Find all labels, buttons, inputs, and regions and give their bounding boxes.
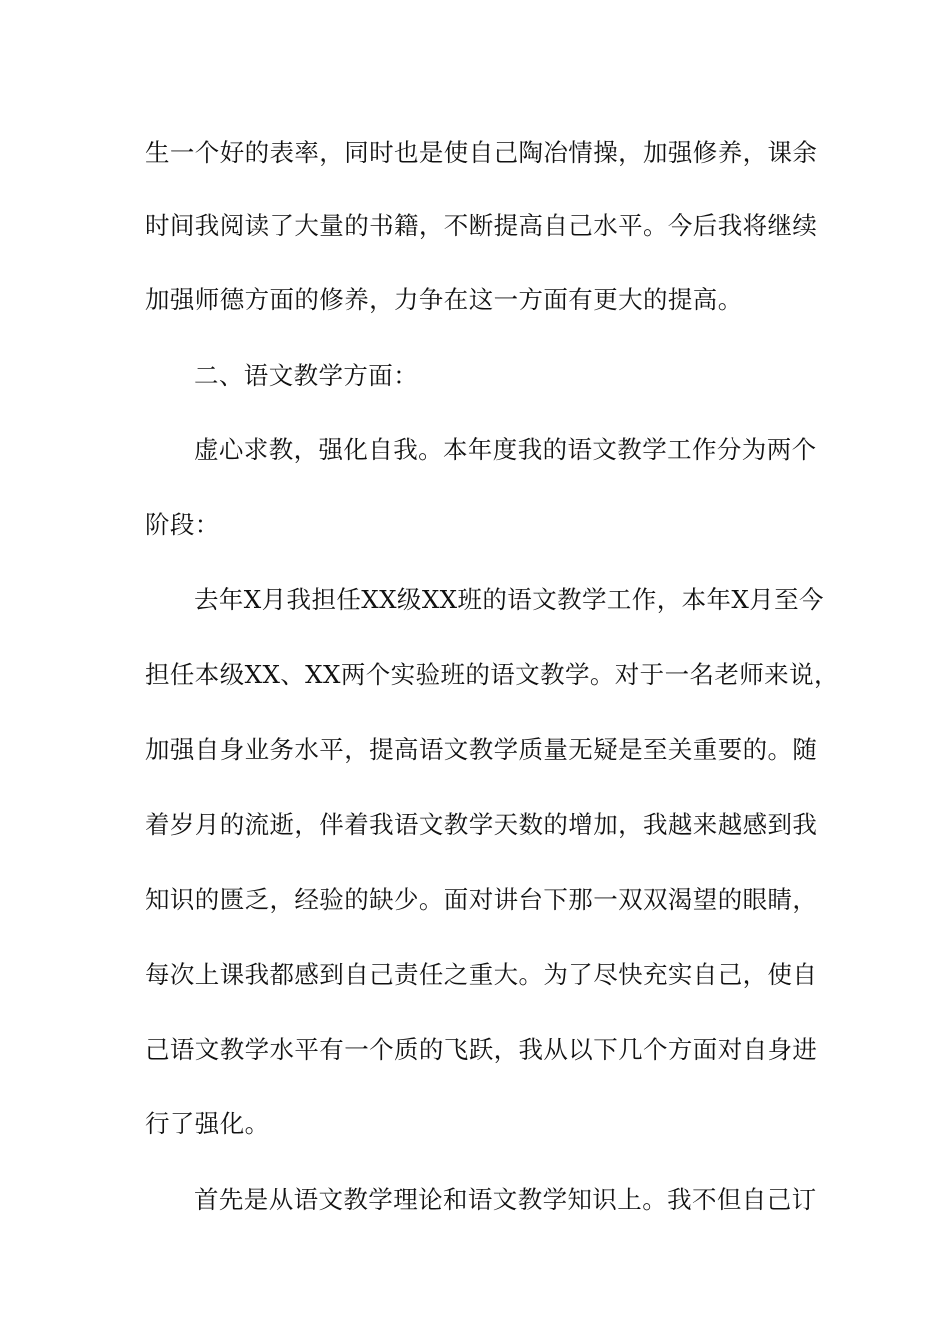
text-line: 去年X月我担任XX级XX班的语文教学工作，本年X月至今 [194,585,824,614]
text-line: 己语文教学水平有一个质的飞跃，我从以下几个方面对自身进 [145,1035,818,1064]
text-line: 担任本级XX、XX两个实验班的语文教学。对于一名老师来说， [145,660,839,689]
text-line: 虚心求教，强化自我。本年度我的语文教学工作分为两个 [194,435,817,464]
text-line: 首先是从语文教学理论和语文教学知识上。我不但自己订 [194,1185,817,1214]
section-heading: 二、语文教学方面： [194,361,419,390]
text-line: 时间我阅读了大量的书籍，不断提高自己水平。今后我将继续 [145,211,818,240]
text-line: 加强师德方面的修养，力争在这一方面有更大的提高。 [145,285,743,314]
text-line: 阶段： [145,510,220,539]
text-line: 行了强化。 [145,1109,270,1138]
text-line: 知识的匮乏，经验的缺少。面对讲台下那一双双渴望的眼睛， [145,885,818,914]
text-line: 每次上课我都感到自己责任之重大。为了尽快充实自己，使自 [145,960,818,989]
text-line: 加强自身业务水平，提高语文教学质量无疑是至关重要的。随 [145,735,818,764]
text-line: 着岁月的流逝，伴着我语文教学天数的增加，我越来越感到我 [145,810,818,839]
text-line: 生一个好的表率，同时也是使自己陶冶情操，加强修养，课余 [145,138,818,167]
